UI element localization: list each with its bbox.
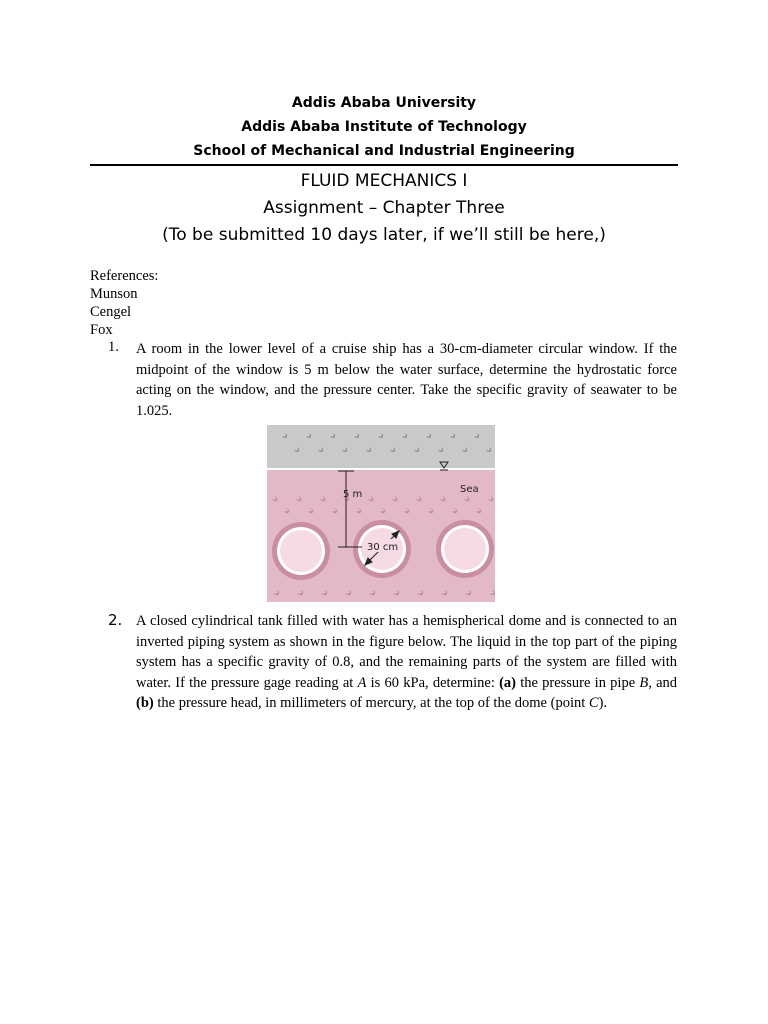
university-name: Addis Ababa University xyxy=(291,95,477,111)
diameter-label: 30 cm xyxy=(367,542,399,553)
question-number: 2. xyxy=(108,611,123,629)
course-title: FLUID MECHANICS I xyxy=(300,171,468,191)
rivet-highlight xyxy=(367,448,369,450)
cruise-ship-window-figure xyxy=(267,425,495,602)
point-c: C xyxy=(588,695,599,712)
rivet-highlight xyxy=(283,434,285,436)
sea-label: Sea xyxy=(460,484,479,495)
rivet-highlight xyxy=(419,591,421,593)
rivet-highlight xyxy=(309,509,311,511)
rivet-highlight xyxy=(451,434,453,436)
rivet-highlight xyxy=(403,434,405,436)
rivet-highlight xyxy=(297,497,299,499)
text-run: ). xyxy=(598,695,608,712)
rivet-highlight xyxy=(393,497,395,499)
rivet-highlight xyxy=(347,591,349,593)
rivet-highlight xyxy=(323,591,325,593)
part-b-label: (b) xyxy=(136,695,154,712)
rivet-highlight xyxy=(489,497,491,499)
rivet-highlight xyxy=(475,434,477,436)
text-run: , and xyxy=(648,674,677,691)
header-rule xyxy=(90,164,678,166)
rivet-highlight xyxy=(487,448,489,450)
rivet-highlight xyxy=(319,448,321,450)
rivet-highlight xyxy=(371,591,373,593)
rivet-highlight xyxy=(379,434,381,436)
rivet-highlight xyxy=(441,497,443,499)
rivet-highlight xyxy=(443,591,445,593)
assignment-title: Assignment – Chapter Three xyxy=(263,198,505,218)
rivet-highlight xyxy=(381,509,383,511)
text-run: is 60 kPa, determine: xyxy=(366,674,500,691)
rivet-highlight xyxy=(427,434,429,436)
references xyxy=(90,267,158,339)
rivet-highlight xyxy=(273,497,275,499)
text-run: A closed cylindrical tank filled with water has a hemispherical dome and is connected to an inverted piping system as shown in the figure below. The liquid in the top part of the piping system has a specific gravity of 0.8, and the remaining parts of the system are filled with water. If the pressure gage reading at xyxy=(136,613,677,691)
question-text: A room in the lower level of a cruise ship has a 30-cm-diameter circular window. If the midpoint of the window is 5 m below the water surface, determine the hydrostatic force acting on the window, and the pressure center. Take the specific gravity of seawater to be 1.025. xyxy=(136,341,677,419)
depth-label: 5 m xyxy=(343,489,363,500)
window-left xyxy=(272,522,330,580)
rivet-highlight xyxy=(491,591,493,593)
rivet-highlight xyxy=(343,448,345,450)
rivet-highlight xyxy=(417,497,419,499)
point-a: A xyxy=(357,674,367,691)
references-label: References: xyxy=(90,268,159,284)
rivet-highlight xyxy=(331,434,333,436)
rivet-highlight xyxy=(391,448,393,450)
rivet-highlight xyxy=(465,497,467,499)
reference-item: Fox xyxy=(90,322,113,338)
rivet-highlight xyxy=(453,509,455,511)
rivet-highlight xyxy=(405,509,407,511)
rivet-highlight xyxy=(477,509,479,511)
rivet-highlight xyxy=(463,448,465,450)
rivet-highlight xyxy=(295,448,297,450)
text-run: the pressure in pipe xyxy=(515,674,640,691)
rivet-highlight xyxy=(307,434,309,436)
rivet-highlight xyxy=(357,509,359,511)
school-name: School of Mechanical and Industrial Engineering xyxy=(193,143,575,159)
rivet-highlight xyxy=(275,591,277,593)
rivet-highlight xyxy=(299,591,301,593)
rivet-highlight xyxy=(355,434,357,436)
rivet-highlight xyxy=(395,591,397,593)
reference-item: Cengel xyxy=(90,304,132,320)
rivet-highlight xyxy=(439,448,441,450)
rivet-highlight xyxy=(321,497,323,499)
question-text xyxy=(136,611,677,714)
air-region xyxy=(267,425,495,469)
submission-note: (To be submitted 10 days later, if we’ll still be here,) xyxy=(162,225,606,245)
pipe-b: B xyxy=(639,674,649,691)
institute-name: Addis Ababa Institute of Technology xyxy=(241,119,527,135)
question-number: 1. xyxy=(108,339,119,355)
rivet-highlight xyxy=(333,509,335,511)
part-a-label: (a) xyxy=(499,674,516,691)
rivet-highlight xyxy=(285,509,287,511)
rivet-highlight xyxy=(467,591,469,593)
text-run: the pressure head, in millimeters of mercury, at the top of the dome (point xyxy=(153,695,589,712)
rivet-highlight xyxy=(429,509,431,511)
rivet-highlight xyxy=(415,448,417,450)
reference-item: Munson xyxy=(90,286,138,302)
window-right xyxy=(436,520,494,578)
rivet-highlight xyxy=(369,497,371,499)
